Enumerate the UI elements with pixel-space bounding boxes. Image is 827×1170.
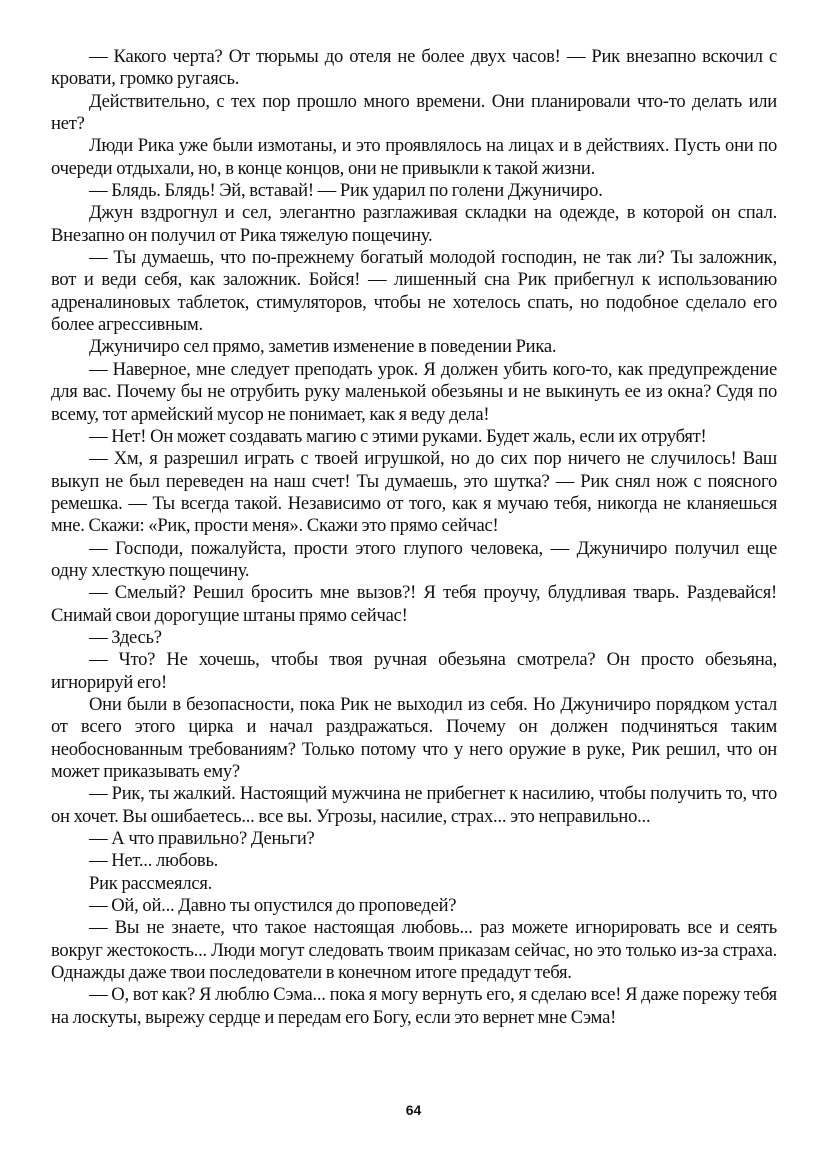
paragraph: — Что? Не хочешь, чтобы твоя ручная обезьяна смотрела? Он просто обезьяна, игнорируй его!	[51, 649, 777, 693]
paragraph: Джун вздрогнул и сел, элегантно разглаживая складки на одежде, в которой он спал. Внезапно он получил от Рика тяжелую пощечину.	[51, 202, 777, 246]
paragraph: — Здесь?	[89, 626, 162, 648]
paragraph: — Наверное, мне следует преподать урок. Я должен убить кого-то, как предупреждение для вас. Почему бы не отрубить руку маленькой обезьяны и не выкинуть ее из окна? Судя по всему, тот армейский мусор не понимает, как я веду дела!	[51, 358, 777, 425]
paragraph: — Какого черта? От тюрьмы до отеля не более двух часов! — Рик внезапно вскочил с кровати, громко ругаясь.	[51, 46, 777, 90]
paragraph: — А что правильно? Деньги?	[89, 828, 315, 850]
paragraph: — Ты думаешь, что по-прежнему богатый молодой господин, не так ли? Ты заложник, вот и веди себя, как заложник. Бойся! — лишенный сна Рик прибегнул к использованию адреналиновых таблеток, стимуляторов, чтобы не хотелось спать, но подобное сделало его более агрессивным.	[51, 247, 777, 336]
paragraph: — Блядь. Блядь! Эй, вставай! — Рик ударил по голени Джуничиро.	[89, 180, 603, 202]
page-number: 64	[405, 1102, 422, 1118]
paragraph: — Смелый? Решил бросить мне вызов?! Я тебя проучу, блудливая тварь. Раздевайся! Снимай свои дорогущие штаны прямо сейчас!	[51, 582, 777, 626]
paragraph: Действительно, с тех пор прошло много времени. Они планировали что-то делать или нет?	[51, 90, 777, 135]
page-body	[51, 46, 777, 1029]
paragraph: — Хм, я разрешил играть с твоей игрушкой, но до сих пор ничего не случилось! Ваш выкуп не был переведен на наш счет! Ты думаешь, это шутка? — Рик снял нож с поясного ремешка. — Ты всегда такой. Независимо от того, как я мучаю тебя, никогда не кланяешься мне. Скажи: «Рик, прости меня». Скажи это прямо сейчас!	[51, 448, 777, 537]
paragraph: — Нет... любовь.	[89, 850, 219, 872]
paragraph: Рик рассмеялся.	[89, 872, 213, 894]
paragraph: Они были в безопасности, пока Рик не выходил из себя. Но Джуничиро порядком устал от всего этого цирка и начал раздражаться. Почему он должен подчиняться таким необоснованным требованиям? Только потому что у него оружие в руке, Рик решил, что он может приказывать ему?	[51, 693, 777, 782]
paragraph: Джуничиро сел прямо, заметив изменение в поведении Рика.	[89, 336, 557, 358]
paragraph: — Нет! Он может создавать магию с этими руками. Будет жаль, если их отрубят!	[89, 425, 707, 447]
paragraph: — Рик, ты жалкий. Настоящий мужчина не прибегнет к насилию, чтобы получить то, что он хочет. Вы ошибаетесь... все вы. Угрозы, насилие, страх... это неправильно...	[51, 783, 777, 827]
paragraph: — Ой, ой... Давно ты опустился до проповедей?	[89, 895, 457, 917]
paragraph: Люди Рика уже были измотаны, и это проявлялось на лицах и в действиях. Пусть они по очереди отдыхали, но, в конце концов, они не привыкли к такой жизни.	[51, 135, 777, 179]
paragraph: — О, вот как? Я люблю Сэма... пока я могу вернуть его, я сделаю все! Я даже порежу тебя на лоскуты, вырежу сердце и передам его Богу, если это вернет мне Сэма!	[51, 984, 777, 1028]
paragraph: — Вы не знаете, что такое настоящая любовь... раз можете игнорировать все и сеять вокруг жестокость... Люди могут следовать твоим приказам сейчас, но это только из-за страха. Однажды даже твои последователи в конечном итоге предадут тебя.	[51, 917, 777, 984]
paragraph: — Господи, пожалуйста, прости этого глупого человека, — Джуничиро получил еще одну хлесткую пощечину.	[51, 537, 777, 581]
